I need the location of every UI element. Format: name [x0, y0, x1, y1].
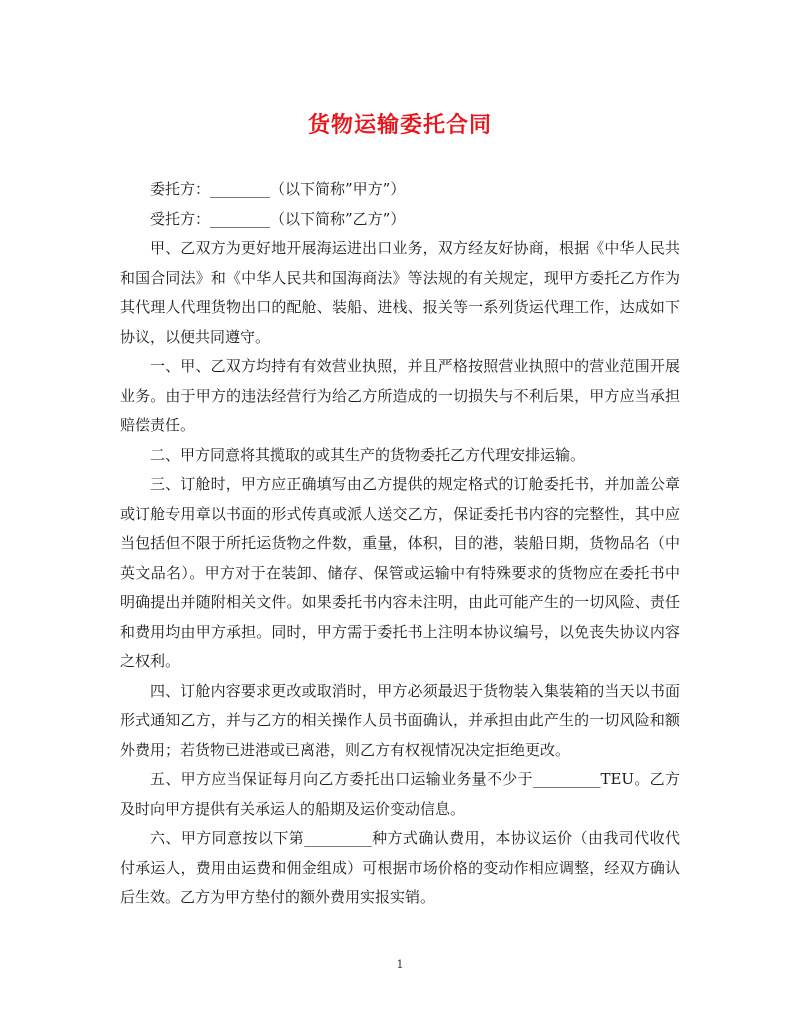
- paragraph-clause-1: 一、甲、乙双方均持有有效营业执照，并且严格按照营业执照中的营业范围开展业务。由于甲方的违法经营行为给乙方所造成的一切损失与不利后果，甲方应当承担赔偿责任。: [120, 357, 680, 434]
- paragraph-clause-3: 三、订舱时，甲方应正确填写由乙方提供的规定格式的订舱委托书，并加盖公章或订舱专用章以书面的形式传真或派人送交乙方，保证委托书内容的完整性，其中应当包括但不限于所托运货物之件数，重量，体积，目的港，装船日期，货物品名（中英文品名）。甲方对于在装卸、储存、保管或运输中有特殊要求的货物应在委托书中明确提出并随附相关文件。如果委托书内容未注明，由此可能产生的一切风险、责任和费用均由甲方承担。同时，甲方需于委托书上注明本协议编号，以免丧失协议内容之权利。: [120, 475, 680, 670]
- paragraph-client: 委托方：________（以下简称”甲方”）: [150, 180, 406, 198]
- paragraph-clause-6: 六、甲方同意按以下第_________种方式确认费用，本协议运价（由我司代收代付承运人，费用由运费和佣金组成）可根据市场价格的变动作相应调整，经双方确认后生效。乙方为甲方垫付的额外费用实报实销。: [120, 829, 680, 906]
- paragraph-preamble: 甲、乙双方为更好地开展海运进出口业务，双方经友好协商，根据《中华人民共和国合同法》和《中华人民共和国海商法》等法规的有关规定，现甲方委托乙方作为其代理人代理货物出口的配舱、装船、进栈、报关等一系列货运代理工作，达成如下协议，以便共同遵守。: [120, 239, 680, 346]
- paragraph-clause-2: 二、甲方同意将其揽取的或其生产的货物委托乙方代理安排运输。: [150, 445, 586, 464]
- document-title: 货物运输委托合同: [307, 112, 492, 138]
- document-body: [120, 175, 680, 913]
- page-number: 1: [396, 958, 404, 971]
- paragraph-clause-4: 四、订舱内容要求更改或取消时，甲方必须最迟于货物装入集装箱的当天以书面形式通知乙方，并与乙方的相关操作人员书面确认，并承担由此产生的一切风险和额外费用；若货物已进港或已离港，则乙方有权视情况决定拒绝更改。: [120, 681, 680, 759]
- paragraph-clause-5: 五、甲方应当保证每月向乙方委托出口运输业务量不少于_________TEU。乙方及时向甲方提供有关承运人的船期及运价变动信息。: [120, 770, 680, 818]
- paragraph-agent: 受托方：________（以下简称”乙方”）: [150, 209, 406, 228]
